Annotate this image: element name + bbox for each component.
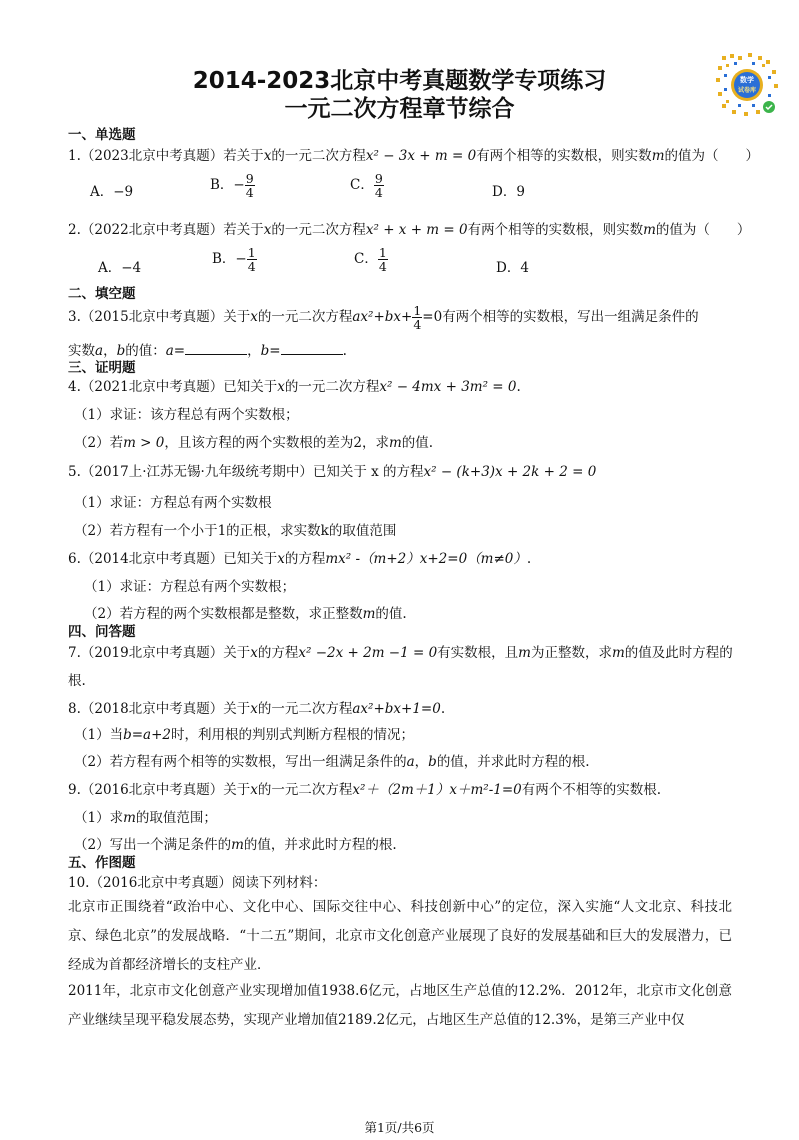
qr-code-icon — [712, 50, 782, 120]
q2-option-c: C． $\frac{1}{4}$ — [354, 245, 387, 275]
page-subtitle: 一元二次方程章节综合 — [284, 96, 515, 122]
section-drawing: 五、作图题 — [68, 855, 136, 871]
q2-option-a: A．−4 — [98, 260, 142, 276]
section-proof: 三、证明题 — [68, 360, 136, 376]
q9-stem: 9.（2016北京中考真题）关于x的一元二次方程x²＋（2m＋1）x＋m²-1=0有两个不相等的实数根. — [68, 782, 662, 798]
q9-part2: （2）写出一个满足条件的m的值，并求此时方程的根. — [74, 837, 397, 853]
answer-blank-b[interactable] — [281, 342, 343, 355]
q10-paragraph-1: 北京市正围绕着“政治中心、文化中心、国际交往中心、科技创新中心”的定位，深入实施“人文北京、科技北京、绿色北京”的发展战略．“十二五”期间，北京市文化创意产业展现了良好的发展基础和巨大的发展潜力，已经成为首都经济增长的支柱产业． — [68, 899, 732, 973]
q10-stem: 10.（2016北京中考真题）阅读下列材料： — [68, 875, 327, 891]
q1-option-b: B．− $\frac{9}{4}$ — [210, 171, 254, 201]
q6-part2: （2）若方程的两个实数根都是整数，求正整数m的值. — [84, 606, 407, 622]
q3-stem: 3.（2015北京中考真题）关于x的一元二次方程ax²+bx+ $\frac{1}{4}$ =0有两个相等的实数根，写出一组满足条件的 — [68, 303, 699, 333]
q7-line2: 根. — [68, 673, 86, 689]
q5-part1: （1）求证：方程总有两个实数根 — [74, 495, 272, 511]
q1-option-c: C． $\frac{9}{4}$ — [350, 171, 383, 201]
q4-part1: （1）求证：该方程总有两个实数根； — [74, 407, 299, 423]
q2-option-b: B．− $\frac{1}{4}$ — [212, 245, 256, 275]
section-fill-blank: 二、填空题 — [68, 286, 136, 302]
q9-part1: （1）求m的取值范围； — [74, 810, 217, 826]
q7-stem: 7.（2019北京中考真题）关于x的方程x² −2x + 2m −1 = 0有实数根，且m为正整数，求m的值及此时方程的 — [68, 645, 733, 661]
q6-part1: （1）求证：方程总有两个实数根； — [84, 579, 296, 595]
q3-line2: 实数a，b的值：a= ，b= . — [68, 343, 347, 359]
qr-label-bottom: 试卷库 — [737, 87, 757, 94]
q2-stem: 2.（2022北京中考真题）若关于x的一元二次方程x² + x + m = 0有两个相等的实数根，则实数m的值为（ ） — [68, 222, 751, 238]
q10-paragraph-2: 2011年，北京市文化创意产业实现增加值1938.6亿元，占地区生产总值的12.2%．2012年，北京市文化创意产业继续呈现平稳发展态势，实现产业增加值2189.2亿元，占地区生产总值的12.3%，是第三产业中仅 — [68, 983, 732, 1028]
q1-option-a: A．−9 — [90, 184, 134, 200]
q8-part1: （1）当b=a+2时，利用根的判别式判断方程根的情况； — [74, 727, 414, 743]
section-qa: 四、问答题 — [68, 624, 136, 640]
qr-label-top: 数学 — [740, 76, 754, 84]
section-single-choice: 一、单选题 — [68, 127, 136, 143]
q8-part2: （2）若方程有两个相等的实数根，写出一组满足条件的a，b的值，并求此时方程的根. — [74, 754, 590, 770]
q4-stem: 4.（2021北京中考真题）已知关于x的一元二次方程x² − 4mx + 3m² = 0. — [68, 379, 521, 395]
q8-stem: 8.（2018北京中考真题）关于x的一元二次方程ax²+bx+1=0. — [68, 701, 446, 717]
q4-part2: （2）若m > 0，且该方程的两个实数根的差为2，求m的值. — [74, 435, 434, 451]
q1-stem: 1.（2023北京中考真题）若关于x的一元二次方程x² − 3x + m = 0有两个相等的实数根，则实数m的值为（ ） — [68, 148, 759, 164]
q2-option-d: D．4 — [496, 260, 529, 276]
page-number: 第1页/共6页 — [364, 1120, 435, 1135]
page-title: 2014-2023北京中考真题数学专项练习 — [192, 68, 607, 94]
q5-part2: （2）若方程有一个小于1的正根，求实数k的取值范围 — [74, 523, 397, 539]
q1-option-d: D．9 — [492, 184, 525, 200]
q6-stem: 6.（2014北京中考真题）已知关于x的方程mx² -（m+2）x+2=0（m≠0）. — [68, 551, 532, 567]
answer-blank-a[interactable] — [185, 342, 247, 355]
q5-stem: 5.（2017上·江苏无锡·九年级统考期中）已知关于 x 的方程x² − (k+3)x + 2k + 2 = 0 — [68, 464, 597, 480]
